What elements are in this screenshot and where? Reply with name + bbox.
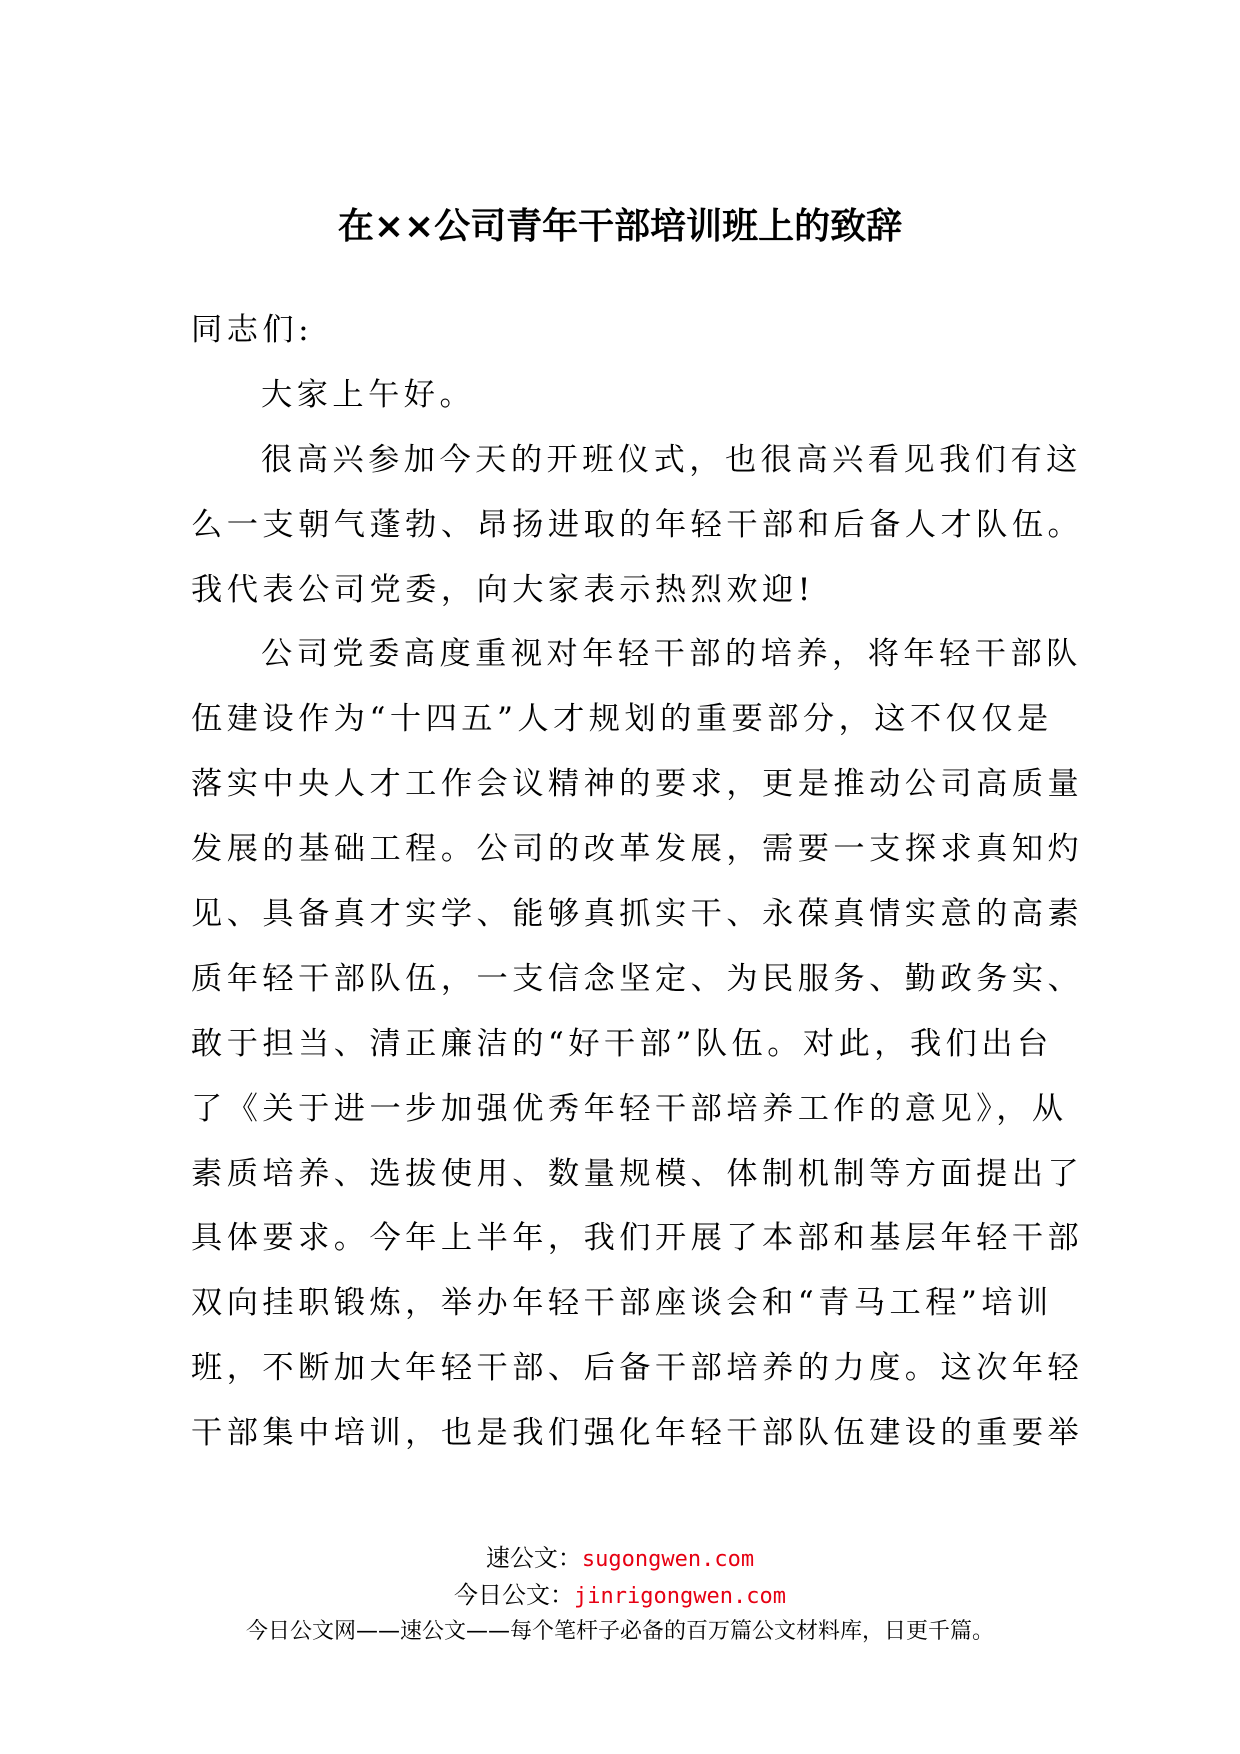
- paragraph-line: 质年轻干部队伍，一支信念坚定、为民服务、勤政务实、: [191, 960, 1084, 997]
- paragraph-line: 双向挂职锻炼，举办年轻干部座谈会和“青马工程”培训: [191, 1285, 1053, 1322]
- footer-label-sugongwen: 速公文：: [485, 1544, 582, 1572]
- paragraph-line: 了《关于进一步加强优秀年轻干部培养工作的意见》，从: [191, 1090, 1068, 1127]
- footer-link-sugongwen[interactable]: sugongwen.com: [581, 1547, 755, 1572]
- salutation-line: 同志们:: [191, 312, 314, 348]
- document-body: [191, 298, 1084, 1466]
- paragraph-line: 敢于担当、清正廉洁的“好干部”队伍。对此，我们出台: [191, 1025, 1053, 1062]
- paragraph-line: 落实中央人才工作会议精神的要求，更是推动公司高质量: [191, 766, 1084, 803]
- paragraph-line: 么一支朝气蓬勃、昂扬进取的年轻干部和后备人才队伍。: [191, 506, 1084, 543]
- paragraph-line: 很高兴参加今天的开班仪式，也很高兴看见我们有这: [261, 441, 1082, 478]
- paragraph-line: 素质培养、选拔使用、数量规模、体制机制等方面提出了: [191, 1155, 1084, 1192]
- paragraph-line: 发展的基础工程。公司的改革发展，需要一支探求真知灼: [191, 831, 1084, 868]
- paragraph-line: 我代表公司党委，向大家表示热烈欢迎!: [191, 571, 815, 608]
- paragraph-line: 干部集中培训，也是我们强化年轻干部队伍建设的重要举: [191, 1415, 1084, 1452]
- paragraph-line: 班，不断加大年轻干部、后备干部培养的力度。这次年轻: [191, 1350, 1084, 1387]
- footer-tagline: [0, 1614, 1240, 1650]
- footer-link-jinrigongwen[interactable]: jinrigongwen.com: [574, 1584, 786, 1609]
- paragraph-line: 伍建设作为“十四五”人才规划的重要部分，这不仅仅是: [191, 701, 1053, 738]
- paragraph-line: 见、具备真才实学、能够真抓实干、永葆真情实意的高素: [191, 896, 1084, 933]
- paragraph-line: 具体要求。今年上半年，我们开展了本部和基层年轻干部: [191, 1220, 1084, 1257]
- document-title: 在××公司青年干部培训班上的致辞: [337, 206, 903, 247]
- footer-tagline-text: 今日公文网——速公文——每个笔杆子必备的百万篇公文材料库，日更千篇。: [245, 1619, 994, 1644]
- footer-sugongwen: [0, 1540, 1240, 1578]
- paragraph-line: 大家上午好。: [261, 376, 476, 413]
- footer-jinrigongwen: [0, 1577, 1240, 1615]
- paragraph-line: 公司党委高度重视对年轻干部的培养，将年轻干部队: [261, 636, 1082, 673]
- footer-label-jinrigongwen: 今日公文：: [454, 1581, 575, 1609]
